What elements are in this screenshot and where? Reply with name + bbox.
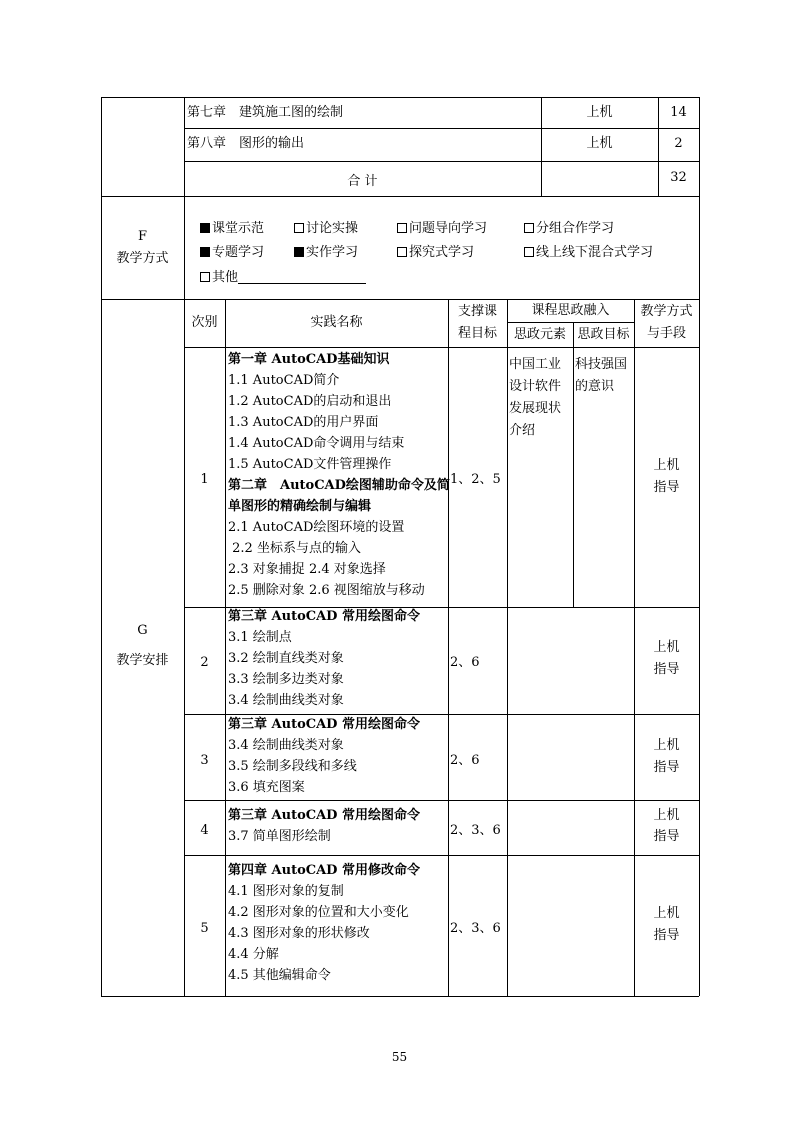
- row-3-targets: 2、6: [450, 753, 480, 768]
- row-1-targets: 1、2、5: [450, 472, 501, 487]
- header-target-line1: 支撑课: [457, 304, 497, 319]
- row-3-line-2: 3.4 绘制曲线类对象: [228, 738, 344, 753]
- row-1-element-2: 设计软件: [509, 379, 562, 394]
- row-1-line-10: 2.2 坐标系与点的输入: [228, 541, 361, 556]
- row-3-line-3: 3.5 绘制多段线和多线: [228, 759, 357, 774]
- section-g-title: 教学安排: [116, 653, 169, 668]
- row-1-element-1: 中国工业: [509, 357, 562, 372]
- row-3-method-1: 上机: [653, 738, 680, 753]
- header-method-line1: 教学方式: [640, 304, 693, 319]
- row-1-line-8: 单图形的精确绘制与编辑: [228, 499, 372, 514]
- row-5-line-5: 4.4 分解: [228, 947, 279, 962]
- section-g-code: G: [137, 623, 148, 638]
- row-5-line-3: 4.2 图形对象的位置和大小变化: [228, 905, 409, 920]
- checkbox-icon[interactable]: [397, 223, 407, 233]
- row-3-line-4: 3.6 填充图案: [228, 780, 305, 795]
- checkbox-icon[interactable]: [294, 223, 304, 233]
- row-3-method-2: 指导: [653, 760, 680, 775]
- other-blank-line[interactable]: [238, 269, 366, 284]
- option-other[interactable]: 其他: [200, 268, 366, 288]
- chapter-8-name: 第八章 图形的输出: [187, 136, 305, 151]
- row-5-targets: 2、3、6: [450, 921, 501, 936]
- row-2-line-1: 第三章 AutoCAD 常用绘图命令: [228, 609, 420, 624]
- option-problem-based[interactable]: 问题导向学习: [397, 219, 487, 239]
- row-1-line-5: 1.4 AutoCAD命令调用与结束: [228, 436, 405, 451]
- row-4-method-2: 指导: [653, 829, 680, 844]
- option-practical-learning[interactable]: 实作学习: [294, 243, 358, 263]
- option-group-cooperation[interactable]: 分组合作学习: [524, 219, 614, 239]
- row-1-line-1: 第一章 AutoCAD基础知识: [228, 352, 390, 367]
- row-5-line-1: 第四章 AutoCAD 常用修改命令: [228, 863, 420, 878]
- checkbox-icon[interactable]: [294, 247, 304, 257]
- checkbox-icon[interactable]: [200, 223, 210, 233]
- row-1-line-12: 2.5 删除对象 2.6 视图缩放与移动: [228, 583, 425, 598]
- row-3-line-1: 第三章 AutoCAD 常用绘图命令: [228, 717, 420, 732]
- header-name: 实践名称: [310, 315, 363, 330]
- row-1-element-4: 介绍: [509, 423, 536, 438]
- section-f-title: 教学方式: [116, 251, 169, 266]
- row-5-line-4: 4.3 图形对象的形状修改: [228, 926, 370, 941]
- row-2-method-2: 指导: [653, 662, 680, 677]
- checkbox-icon[interactable]: [397, 247, 407, 257]
- header-ideology: 课程思政融入: [531, 303, 610, 318]
- option-topic-learning[interactable]: 专题学习: [200, 243, 264, 263]
- row-2-line-5: 3.4 绘制曲线类对象: [228, 693, 344, 708]
- row-1-line-3: 1.2 AutoCAD的启动和退出: [228, 394, 392, 409]
- row-1-seq: 1: [200, 472, 209, 487]
- row-5-method-1: 上机: [653, 906, 680, 921]
- option-classroom-demo[interactable]: 课堂示范: [200, 219, 264, 239]
- row-2-seq: 2: [200, 655, 209, 670]
- total-label: 合 计: [347, 174, 378, 189]
- row-4-method-1: 上机: [653, 808, 680, 823]
- chapter-8-hours: 2: [674, 136, 683, 151]
- row-4-line-2: 3.7 简单图形绘制: [228, 829, 331, 844]
- chapter-7-name: 第七章 建筑施工图的绘制: [187, 105, 344, 120]
- checkbox-icon[interactable]: [200, 247, 210, 257]
- row-2-line-3: 3.2 绘制直线类对象: [228, 651, 344, 666]
- total-hours: 32: [670, 170, 687, 185]
- row-1-method-1: 上机: [653, 458, 680, 473]
- header-method-line2: 与手段: [646, 326, 686, 341]
- row-2-line-4: 3.3 绘制多边类对象: [228, 672, 344, 687]
- row-2-targets: 2、6: [450, 655, 480, 670]
- header-element: 思政元素: [513, 327, 566, 342]
- option-discussion[interactable]: 讨论实操: [294, 219, 358, 239]
- page-number: 55: [391, 1050, 408, 1064]
- row-4-targets: 2、3、6: [450, 823, 501, 838]
- chapter-7-hours: 14: [670, 105, 687, 120]
- row-1-line-2: 1.1 AutoCAD简介: [228, 373, 340, 388]
- row-5-line-6: 4.5 其他编辑命令: [228, 968, 331, 983]
- row-5-seq: 5: [200, 921, 209, 936]
- row-1-line-6: 1.5 AutoCAD文件管理操作: [228, 457, 392, 472]
- row-2-method-1: 上机: [653, 640, 680, 655]
- checkbox-icon[interactable]: [200, 272, 210, 282]
- row-1-line-4: 1.3 AutoCAD的用户界面: [228, 415, 379, 430]
- row-1-line-11: 2.3 对象捕捉 2.4 对象选择: [228, 562, 386, 577]
- row-5-method-2: 指导: [653, 928, 680, 943]
- row-5-line-2: 4.1 图形对象的复制: [228, 884, 344, 899]
- row-4-seq: 4: [200, 823, 209, 838]
- chapter-8-type: 上机: [586, 136, 613, 151]
- row-1-line-9: 2.1 AutoCAD绘图环境的设置: [228, 520, 405, 535]
- row-1-line-7: 第二章 AutoCAD绘图辅助命令及简: [228, 478, 450, 493]
- row-1-goal-1: 科技强国: [575, 357, 628, 372]
- checkbox-icon[interactable]: [524, 223, 534, 233]
- checkbox-icon[interactable]: [524, 247, 534, 257]
- row-1-goal-2: 的意识: [575, 379, 615, 394]
- header-seq: 次别: [191, 315, 218, 330]
- section-f-code: F: [137, 229, 148, 244]
- row-3-seq: 3: [200, 753, 209, 768]
- header-target-line2: 程目标: [457, 326, 497, 341]
- row-2-line-2: 3.1 绘制点: [228, 630, 292, 645]
- row-1-element-3: 发展现状: [509, 401, 562, 416]
- option-inquiry[interactable]: 探究式学习: [397, 243, 474, 263]
- header-goal: 思政目标: [577, 327, 630, 342]
- row-1-method-2: 指导: [653, 480, 680, 495]
- option-blended[interactable]: 线上线下混合式学习: [524, 243, 653, 263]
- chapter-7-type: 上机: [586, 105, 613, 120]
- row-4-line-1: 第三章 AutoCAD 常用绘图命令: [228, 808, 420, 823]
